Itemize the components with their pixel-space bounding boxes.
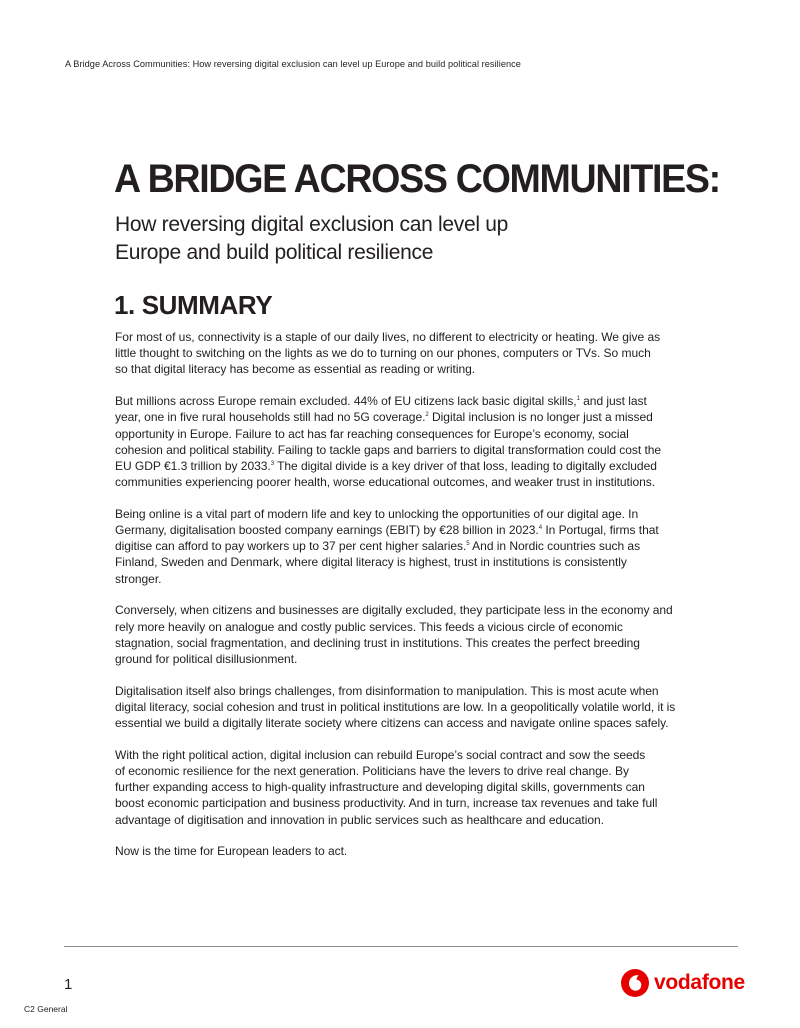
paragraph-line: advantage of digitisation and innovation in public services such as healthcare and education. xyxy=(115,812,604,827)
paragraph-line: Digitalisation itself also brings challenges, from disinformation to manipulation. This is most acute when xyxy=(115,683,659,698)
paragraph-line: ground for political disillusionment. xyxy=(115,651,298,666)
document-title: A BRIDGE ACROSS COMMUNITIES: xyxy=(114,157,720,201)
footnote-reference: 4 xyxy=(538,525,543,532)
text-segment: And in Nordic countries such as xyxy=(469,539,641,554)
text-segment: In Portugal, firms that xyxy=(542,523,659,538)
paragraph-line xyxy=(115,426,695,442)
text-segment: and just last xyxy=(579,394,647,409)
paragraph-line xyxy=(115,409,695,425)
text-segment: year, one in five rural households still had no 5G coverage. xyxy=(115,410,426,425)
text-segment: EU GDP €1.3 trillion by 2033. xyxy=(115,458,271,473)
text-segment: stronger. xyxy=(115,571,162,586)
paragraph-line: stagnation, social fragmentation, and declining trust in institutions. This creates the perfect breeding xyxy=(115,635,640,650)
body-paragraph xyxy=(115,602,695,667)
document-subtitle xyxy=(115,211,508,267)
paragraph-line: of economic resilience for the next generation. Politicians have the levers to drive real change. By xyxy=(115,763,629,778)
paragraph-line xyxy=(115,442,695,458)
text-segment: cohesion and political stability. Failing to tackle gaps and barriers to digital transformation could cost the xyxy=(115,442,662,457)
body-paragraph xyxy=(115,747,695,828)
text-segment: Digital inclusion is no longer just a missed xyxy=(428,410,653,425)
text-segment: Being online is a vital part of modern life and key to unlocking the opportunities of our digital age. In xyxy=(115,506,639,521)
text-segment: opportunity in Europe. Failure to act has far reaching consequences for Europe’s economy, social xyxy=(115,426,629,441)
paragraph-line: Now is the time for European leaders to act. xyxy=(115,844,348,859)
paragraph-line xyxy=(115,458,695,474)
paragraph-line: essential we build a digitally literate society where citizens can access and navigate online spaces safely. xyxy=(115,716,669,731)
paragraph-line: little thought to switching on the lights as we do to turning on our phones, computers or TVs. So much xyxy=(115,346,651,361)
footnote-reference: 2 xyxy=(425,412,429,419)
text-segment: Germany, digitalisation boosted company earnings (EBIT) by €28 billion in 2023. xyxy=(115,523,539,538)
footnote-reference: 5 xyxy=(466,541,470,548)
subtitle-line: How reversing digital exclusion can level up xyxy=(115,213,509,236)
paragraph-line: rely more heavily on analogue and costly public services. This feeds a vicious circle of economic xyxy=(115,619,623,634)
classification-label: C2 General xyxy=(24,1004,68,1014)
body-paragraph xyxy=(115,843,695,859)
text-segment: But millions across Europe remain excluded. 44% of EU citizens lack basic digital skills, xyxy=(115,394,577,409)
body-paragraph xyxy=(115,393,695,490)
body-paragraph xyxy=(115,683,695,732)
text-segment: communities experiencing poorer health, worse educational outcomes, and weaker trust in institutions. xyxy=(115,475,656,490)
running-header: A Bridge Across Communities: How reversing digital exclusion can level up Europe and build political resilience xyxy=(65,59,521,69)
footer-divider xyxy=(64,946,738,947)
page-number: 1 xyxy=(64,976,73,993)
summary-body xyxy=(115,329,695,875)
paragraph-line: For most of us, connectivity is a staple of our daily lives, no different to electricity or heating. We give as xyxy=(115,330,661,344)
paragraph-line: boost economic participation and business productivity. And in turn, increase tax revenues and take full xyxy=(115,796,658,811)
paragraph-line xyxy=(115,474,695,490)
paragraph-line: so that digital literacy has become as essential as reading or writing. xyxy=(115,362,476,377)
text-segment: digitise can afford to pay workers up to 37 per cent higher salaries. xyxy=(115,539,467,554)
footnote-reference: 1 xyxy=(576,396,580,403)
paragraph-line xyxy=(115,571,695,587)
subtitle-line: Europe and build political resilience xyxy=(115,241,434,264)
vodafone-speechmark-icon xyxy=(621,969,649,997)
paragraph-line: further expanding access to high-quality infrastructure and developing digital skills, governments can xyxy=(115,780,645,795)
text-segment: Finland, Sweden and Denmark, where digital literacy is highest, trust in institutions is consistently xyxy=(115,555,627,570)
paragraph-line: Conversely, when citizens and businesses are digitally excluded, they participate less in the economy and xyxy=(115,603,673,618)
paragraph-line: digital literacy, social cohesion and trust in political institutions are low. In a geopolitically volatile world, it is xyxy=(115,699,676,714)
paragraph-line: With the right political action, digital inclusion can rebuild Europe’s social contract and sow the seeds xyxy=(115,747,646,762)
paragraph-line xyxy=(115,506,695,522)
body-paragraph xyxy=(115,506,695,587)
vodafone-logo xyxy=(621,968,745,998)
brand-name: vodafone xyxy=(654,971,745,994)
paragraph-line xyxy=(115,522,695,538)
section-heading-summary: 1. SUMMARY xyxy=(114,290,273,320)
body-paragraph xyxy=(115,329,695,378)
paragraph-line xyxy=(115,538,695,554)
paragraph-line xyxy=(115,393,695,409)
text-segment: The digital divide is a key driver of that loss, leading to digitally excluded xyxy=(274,458,657,473)
footnote-reference: 3 xyxy=(270,460,274,467)
paragraph-line xyxy=(115,554,695,570)
